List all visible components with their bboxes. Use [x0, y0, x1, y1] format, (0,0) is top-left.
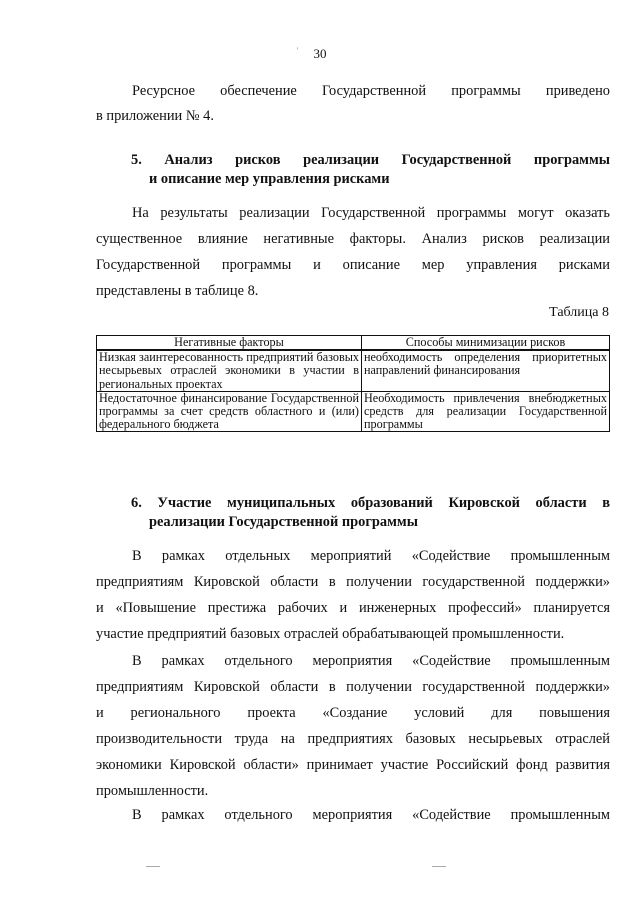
- text-line: Государственной программы и описание мер управления рисками: [96, 257, 610, 273]
- text-line: Ресурсное обеспечение Государственной программы приведено: [132, 83, 610, 99]
- table-cell: Необходимость привлечения внебюджетных средств для реализации Государственной программы: [362, 391, 610, 432]
- column-header: Негативные факторы: [97, 336, 362, 351]
- column-header: Способы минимизации рисков: [362, 336, 610, 351]
- text-line: и регионального проекта «Создание условий для повышения: [96, 705, 610, 721]
- text-line: участие предприятий базовых отраслей обрабатывающей промышленности.: [96, 626, 565, 642]
- text-line: В рамках отдельного мероприятия «Содействие промышленным: [132, 653, 610, 669]
- text-line: предприятиям Кировской области в получении государственной поддержки»: [96, 679, 610, 695]
- text-line: производительности труда на предприятиях базовых несырьевых отраслей: [96, 731, 610, 747]
- text-line: экономики Кировской области» принимает участие Российский фонд развития: [96, 757, 610, 773]
- page-number: 30: [313, 46, 327, 61]
- table-row: [97, 391, 610, 432]
- section-6-paragraph-3: [96, 803, 610, 828]
- scan-mark: [146, 866, 160, 867]
- table-caption: Таблица 8: [549, 305, 609, 320]
- table-cell: Низкая заинтересованность предприятий базовых несырьевых отраслей экономики в участии в региональных проектах: [97, 350, 362, 391]
- table-cell: необходимость определения приоритетных направлений финансирования: [362, 350, 610, 391]
- section-6-heading: [131, 494, 610, 532]
- table-cell: Недостаточное финансирование Государственной программы за счет средств областного и (или) федерального бюджета: [97, 391, 362, 432]
- text-line: предприятиям Кировской области в получении государственной поддержки»: [96, 574, 610, 590]
- heading-line: реализации Государственной программы: [149, 514, 418, 530]
- text-line: существенное влияние негативные факторы. Анализ рисков реализации: [96, 231, 610, 247]
- heading-line: 6. Участие муниципальных образований Кировской области в: [131, 495, 610, 511]
- section-6-paragraph-1: [96, 543, 610, 647]
- text-line: В рамках отдельных мероприятий «Содействие промышленным: [132, 548, 610, 564]
- scan-mark: [432, 866, 446, 867]
- text-line: На результаты реализации Государственной программы могут оказать: [132, 205, 610, 221]
- table-header-row: [97, 336, 610, 351]
- text-line: в приложении № 4.: [96, 108, 214, 124]
- heading-line: 5. Анализ рисков реализации Государственной программы: [131, 152, 610, 168]
- resources-paragraph: [96, 79, 610, 129]
- text-line: представлены в таблице 8.: [96, 283, 259, 299]
- text-line: промышленности.: [96, 783, 209, 799]
- scan-speck: ': [297, 46, 299, 55]
- text-line: и «Повышение престижа рабочих и инженерных профессий» планируется: [96, 600, 610, 616]
- risk-table: [96, 335, 610, 432]
- heading-line: и описание мер управления рисками: [149, 171, 390, 187]
- text-line: В рамках отдельного мероприятия «Содействие промышленным: [132, 807, 610, 823]
- section-5-paragraph: [96, 200, 610, 304]
- section-6-paragraph-2: [96, 648, 610, 804]
- table-row: [97, 350, 610, 391]
- section-5-heading: [131, 151, 610, 189]
